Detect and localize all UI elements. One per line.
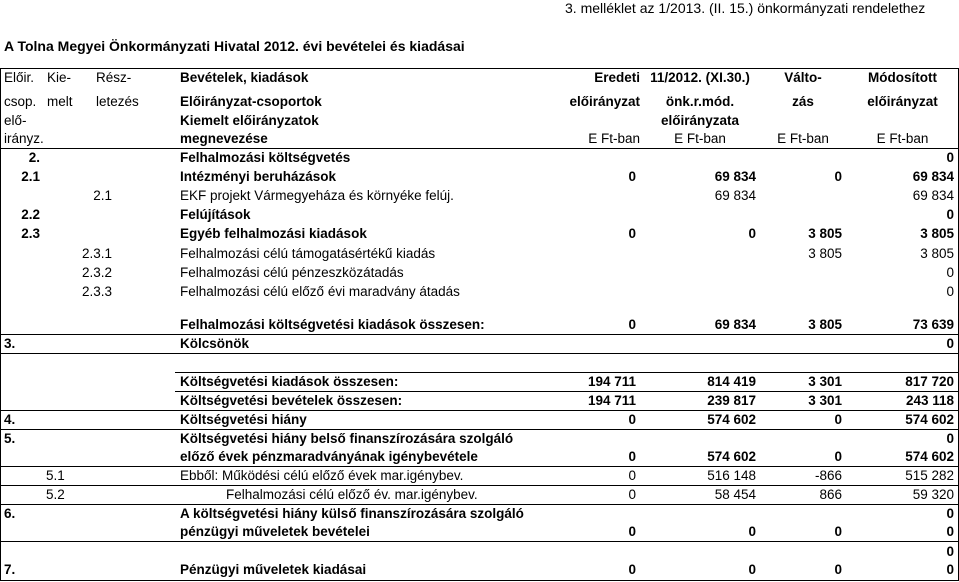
hiany-code: 4. <box>4 412 16 427</box>
felh-total-v1: 0 <box>628 317 636 332</box>
hiany-v2: 574 602 <box>707 412 756 427</box>
kolcsonok-code: 3. <box>4 336 16 351</box>
header-col6-line1: 11/2012. (XI.30.) <box>650 70 750 85</box>
belso-v1: 0 <box>628 449 636 464</box>
row-group-code: 2. <box>28 150 40 165</box>
table-left-border <box>0 68 1 581</box>
row-value-v4: 69 834 <box>912 188 954 204</box>
r52-v1: 0 <box>628 487 636 502</box>
header-col2-line1: Kie- <box>47 70 72 85</box>
belso-label-line1: Költségvetési hiány belső finanszírozására szolgáló <box>180 431 514 446</box>
header-col4-line3: Kiemelt előirányzatok <box>180 113 319 128</box>
header-col7-line1: Válto- <box>784 70 822 85</box>
penzugyi-v3: 0 <box>834 562 842 577</box>
header-col4-line4: megnevezése <box>180 131 268 146</box>
row-divider <box>0 410 959 411</box>
row-value-v1: 0 <box>628 226 636 242</box>
penzugyi-v4a: 0 <box>946 544 954 559</box>
header-col5-line1: Eredeti <box>594 70 640 85</box>
row-value-v4: 0 <box>946 283 954 299</box>
hiany-v3: 0 <box>834 412 842 427</box>
header-col1-line4: irányz. <box>4 131 44 146</box>
kulso-label-line2: pénzügyi műveletek bevételei <box>180 524 370 539</box>
kolcsonok-v4: 0 <box>946 336 954 351</box>
row-label: Intézményi beruházások <box>180 169 337 185</box>
felh-total-v2: 69 834 <box>714 317 756 332</box>
header-col1-line3: elő- <box>4 113 27 128</box>
kulso-code: 6. <box>4 506 16 521</box>
row-divider <box>0 353 959 354</box>
row-value-v4: 0 <box>946 207 954 223</box>
r51-v4: 515 282 <box>905 468 954 483</box>
row-divider <box>0 541 959 542</box>
header-col6-line3: előirányzata <box>660 113 740 128</box>
row-value-v3: 3 805 <box>808 226 842 242</box>
kulso-label-line1: A költségvetési hiány külső finanszírozására szolgáló <box>180 506 524 521</box>
r51-v2: 516 148 <box>707 468 756 483</box>
belso-label-line2: előző évek pénzmaradványának igénybevétele <box>180 449 478 464</box>
row-label: Egyéb felhalmozási kiadások <box>180 226 367 242</box>
row-divider <box>0 334 959 335</box>
hiany-v4: 574 602 <box>905 412 954 427</box>
table-bottom-border <box>0 580 959 581</box>
kv-bevetel-v1: 194 711 <box>587 393 636 408</box>
row-label: Felhalmozási célú támogatásértékű kiadás <box>180 245 436 261</box>
row-value-v1: 0 <box>628 169 636 185</box>
header-col8-line2: előirányzat <box>867 94 938 109</box>
row-value-v4: 3 805 <box>920 245 954 261</box>
row-value-v2: 0 <box>748 226 756 242</box>
row-label: Felújítások <box>180 207 251 223</box>
kulso-v1: 0 <box>628 524 636 539</box>
felh-total-label: Felhalmozási költségvetési kiadások összesen: <box>180 317 485 332</box>
row-divider <box>0 485 959 486</box>
header-col3-line1: Rész- <box>96 70 132 85</box>
r51-v1: 0 <box>628 468 636 483</box>
hiany-v1: 0 <box>628 412 636 427</box>
header-col1-line1: Előir. <box>4 70 35 85</box>
r52-v4: 59 320 <box>912 487 954 502</box>
header-col7-line2: zás <box>792 94 814 109</box>
row-divider <box>0 466 959 467</box>
kv-kiadas-v1: 194 711 <box>587 374 636 389</box>
kulso-v2: 0 <box>748 524 756 539</box>
header-col6-line4: E Ft-ban <box>674 131 726 146</box>
kv-bevetel-v3: 3 301 <box>808 393 842 408</box>
r51-label: Ebből: Működési célú előző évek mar.igénybev. <box>180 468 464 483</box>
belso-code: 5. <box>4 431 16 446</box>
r51-code: 5.1 <box>46 468 65 483</box>
row-label: EKF projekt Vármegyeháza és környéke felúj. <box>180 188 454 204</box>
row-subgroup-code: 2.3.1 <box>81 245 112 261</box>
kulso-v3: 0 <box>834 524 842 539</box>
r52-label: Felhalmozási célú előző év. mar.igénybev. <box>226 487 478 502</box>
header-col4-line1: Bevételek, kiadások <box>180 70 309 85</box>
kv-kiadas-v4: 817 720 <box>905 374 954 389</box>
header-col2-line2: melt <box>47 94 73 109</box>
r51-v3: -866 <box>814 468 842 483</box>
row-value-v3: 0 <box>834 169 842 185</box>
row-value-v4: 0 <box>946 264 954 280</box>
kv-kiadas-v3: 3 301 <box>808 374 842 389</box>
kulso-v4a: 0 <box>946 506 954 521</box>
row-group-code: 2.2 <box>21 207 40 223</box>
row-divider <box>0 504 959 505</box>
row-label: Felhalmozási célú előző évi maradvány átadás <box>180 283 460 299</box>
row-value-v3: 3 805 <box>808 245 842 261</box>
row-value-v4: 69 834 <box>912 169 954 185</box>
row-subgroup-code: 2.1 <box>93 188 112 204</box>
kv-bevetel-label: Költségvetési bevételek összesen: <box>180 393 403 408</box>
penzugyi-label: Pénzügyi műveletek kiadásai <box>180 562 367 577</box>
kulso-v4: 0 <box>946 524 954 539</box>
r52-v2: 58 454 <box>714 487 756 502</box>
header-col3-line2: letezés <box>96 94 139 109</box>
row-divider <box>175 391 959 392</box>
table-top-border <box>0 68 959 69</box>
kv-bevetel-v4: 243 118 <box>905 393 954 408</box>
header-col5-line2: előirányzat <box>569 94 640 109</box>
row-group-code: 2.3 <box>21 226 40 242</box>
kv-kiadas-label: Költségvetési kiadások összesen: <box>180 374 399 389</box>
header-col4-line2: Előirányzat-csoportok <box>180 94 322 109</box>
row-value-v4: 0 <box>946 150 954 165</box>
row-value-v4: 3 805 <box>920 226 954 242</box>
header-col6-line2: önk.r.mód. <box>665 94 735 109</box>
belso-v3: 0 <box>834 449 842 464</box>
header-col8-line1: Módosított <box>868 70 937 85</box>
belso-v4a: 0 <box>946 431 954 446</box>
row-group-code: 2.1 <box>21 169 40 185</box>
felh-total-v3: 3 805 <box>808 317 842 332</box>
header-bottom-border <box>0 148 959 149</box>
penzugyi-code: 7. <box>4 562 16 577</box>
hiany-label: Költségvetési hiány <box>180 412 307 427</box>
row-subgroup-code: 2.3.2 <box>81 264 112 280</box>
decree-reference: 3. melléklet az 1/2013. (II. 15.) önkormányzati rendelethez <box>565 0 926 16</box>
row-label: Felhalmozási költségvetés <box>180 150 351 165</box>
penzugyi-v2: 0 <box>748 562 756 577</box>
row-value-v2: 69 834 <box>714 188 756 204</box>
penzugyi-v4: 0 <box>946 562 954 577</box>
kv-bevetel-v2: 239 817 <box>707 393 756 408</box>
r52-code: 5.2 <box>46 487 65 502</box>
felh-total-v4: 73 639 <box>912 317 954 332</box>
page-title: A Tolna Megyei Önkormányzati Hivatal 2012. évi bevételei és kiadásai <box>4 38 465 54</box>
belso-v2: 574 602 <box>707 449 756 464</box>
header-col1-line2: csop. <box>4 94 37 109</box>
row-subgroup-code: 2.3.3 <box>81 283 112 299</box>
header-col8-line3: E Ft-ban <box>876 131 929 146</box>
penzugyi-v1: 0 <box>628 562 636 577</box>
r52-v3: 866 <box>819 487 842 502</box>
row-label: Felhalmozási célú pénzeszközátadás <box>180 264 404 280</box>
row-value-v2: 69 834 <box>714 169 756 185</box>
row-divider <box>175 372 959 373</box>
kolcsonok-label: Kölcsönök <box>180 336 250 351</box>
header-col5-line3: E Ft-ban <box>588 131 640 146</box>
kv-kiadas-v2: 814 419 <box>707 374 756 389</box>
belso-v4: 574 602 <box>905 449 954 464</box>
row-divider <box>0 429 959 430</box>
header-col7-line3: E Ft-ban <box>777 131 829 146</box>
